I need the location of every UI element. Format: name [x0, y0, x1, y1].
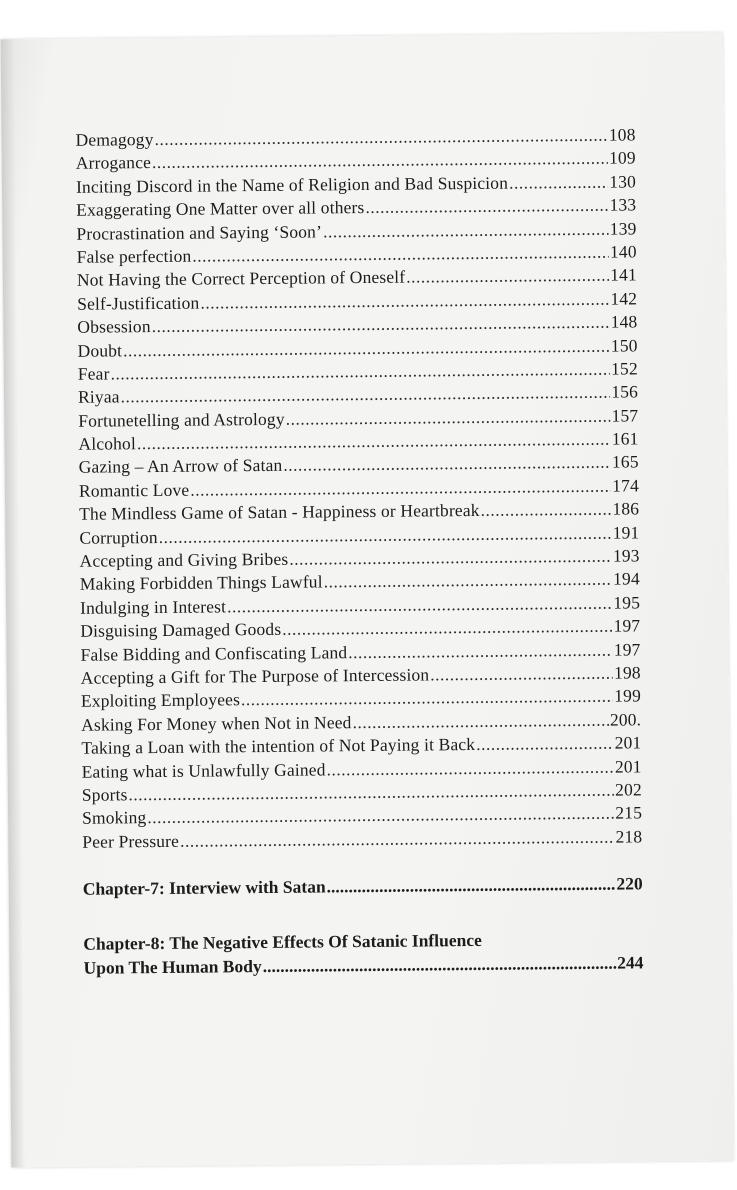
dot-leader: [430, 662, 613, 687]
toc-entry-title: Accepting and Giving Bribes: [79, 548, 289, 571]
toc-chapter-7: [83, 872, 643, 900]
toc-entry-page: 195: [613, 592, 641, 613]
toc-entry-title: Alcohol: [78, 433, 137, 454]
toc-chapter-8: [83, 951, 643, 979]
chapter-7-title: Chapter-7: Interview with Satan: [82, 876, 326, 899]
dot-leader: [263, 952, 617, 978]
chapter-8-title-line2: Upon The Human Body: [83, 956, 262, 978]
toc-entry-title: Disguising Damaged Goods: [80, 619, 282, 641]
toc-entry-title: Exaggerating One Matter over all others: [76, 197, 365, 220]
dot-leader: [352, 708, 609, 734]
toc-entry-title: Peer Pressure: [82, 830, 180, 852]
toc-entry-title: Corruption: [79, 526, 158, 548]
dot-leader: [348, 638, 613, 664]
dot-leader: [323, 217, 609, 243]
dot-leader: [406, 264, 609, 289]
toc-entry-page: 194: [613, 568, 640, 590]
chapter-8-title-line1: Chapter-8: The Negative Effects Of Satanic Influence: [83, 930, 482, 954]
toc-entry-page: 140: [609, 241, 637, 262]
toc-entry-title: The Mindless Game of Satan - Happiness or Heartbreak: [79, 500, 480, 525]
toc-entry-title: Arrogance: [75, 152, 152, 174]
toc-entry-title: Exploiting Employees: [80, 689, 241, 712]
dot-leader: [365, 194, 608, 220]
toc-entry-page: 142: [610, 288, 638, 309]
toc-entry-page: 152: [610, 358, 638, 379]
toc-entry-page: 150: [610, 334, 638, 356]
dot-leader: [326, 755, 614, 781]
toc-entry-title: Gazing – An Arrow of Satan: [78, 455, 283, 478]
toc-entry-title: Doubt: [77, 339, 123, 361]
toc-entry-page: 200.: [609, 709, 642, 730]
toc-entry-page: 109: [608, 147, 636, 169]
toc-entry-title: Sports: [81, 784, 128, 805]
book-page: [1, 33, 734, 1168]
toc-entry-page: 165: [611, 451, 639, 473]
chapter-8-page: 244: [617, 952, 644, 973]
dot-leader: [282, 615, 613, 642]
dot-leader: [283, 451, 611, 478]
toc-entry: [82, 825, 642, 854]
toc-entry-page: 139: [609, 217, 637, 239]
dot-leader: [289, 545, 612, 572]
toc-entry-page: 197: [613, 638, 641, 660]
toc-entry-title: Obsession: [77, 316, 151, 337]
toc-entry-page: 141: [610, 264, 637, 285]
toc-entry-page: 108: [608, 124, 636, 145]
toc-entry-page: 202: [615, 779, 642, 800]
dot-leader: [180, 825, 615, 853]
toc-entry-page: 201: [614, 755, 642, 777]
toc-entry-page: 130: [609, 171, 637, 192]
toc-entry-page: 218: [615, 826, 643, 847]
page-spine-shadow: [1, 39, 26, 1167]
toc-entry-list: [75, 123, 642, 853]
toc-entry-title: Fear: [77, 363, 110, 384]
toc-entry-title: Self-Justification: [77, 292, 200, 314]
toc-entry-page: 215: [615, 802, 643, 823]
toc-entry-page: 201: [614, 732, 642, 753]
toc-entry-title: Inciting Discord in the Name of Religion and Bad Suspicion: [75, 172, 509, 197]
toc-entry-page: 199: [614, 685, 642, 707]
dot-leader: [324, 568, 613, 594]
table-of-contents: [75, 123, 643, 979]
toc-entry-page: 193: [612, 545, 640, 566]
chapter-7-page: 220: [616, 873, 643, 894]
toc-entry-title: Procrastination and Saying ‘Soon’: [76, 220, 323, 244]
dot-leader: [476, 732, 614, 757]
toc-entry-title: Smoking: [81, 807, 147, 829]
toc-entry-title: Making Forbidden Things Lawful: [79, 571, 323, 595]
toc-entry-page: 191: [612, 522, 640, 543]
toc-entry-page: 157: [611, 405, 639, 426]
dot-leader: [327, 873, 616, 899]
toc-entry-title: Asking For Money when Not in Need: [81, 711, 352, 735]
dot-leader: [481, 498, 612, 523]
toc-entry-page: 161: [611, 428, 639, 449]
toc-entry-title: False Bidding and Confiscating Land: [80, 641, 348, 665]
toc-entry-title: Romantic Love: [78, 479, 190, 501]
toc-entry-title: Indulging in Interest: [79, 596, 227, 618]
toc-entry-title: Not Having the Correct Perception of Oneself: [76, 266, 406, 291]
toc-entry-title: Eating what is Unlawfully Gained: [81, 758, 326, 782]
toc-entry-page: 148: [610, 311, 638, 332]
toc-entry-page: 174: [612, 475, 640, 496]
toc-entry-page: 133: [609, 194, 637, 215]
toc-entry-title: Accepting a Gift for The Purpose of Intercession: [80, 664, 430, 688]
toc-entry-page: 197: [613, 615, 641, 636]
toc-entry-page: 156: [611, 381, 639, 402]
toc-entry-page: 186: [612, 498, 640, 519]
toc-entry-title: Taking a Loan with the intention of Not Paying it Back: [81, 734, 476, 758]
toc-entry-title: Riyaa: [77, 386, 120, 408]
dot-leader: [509, 170, 608, 194]
toc-entry-title: Demagogy: [75, 129, 154, 150]
dot-leader: [286, 404, 611, 431]
toc-entry-page: 198: [613, 662, 641, 683]
toc-entry-title: False perfection: [76, 245, 192, 267]
toc-entry-title: Fortunetelling and Astrology: [78, 408, 285, 431]
